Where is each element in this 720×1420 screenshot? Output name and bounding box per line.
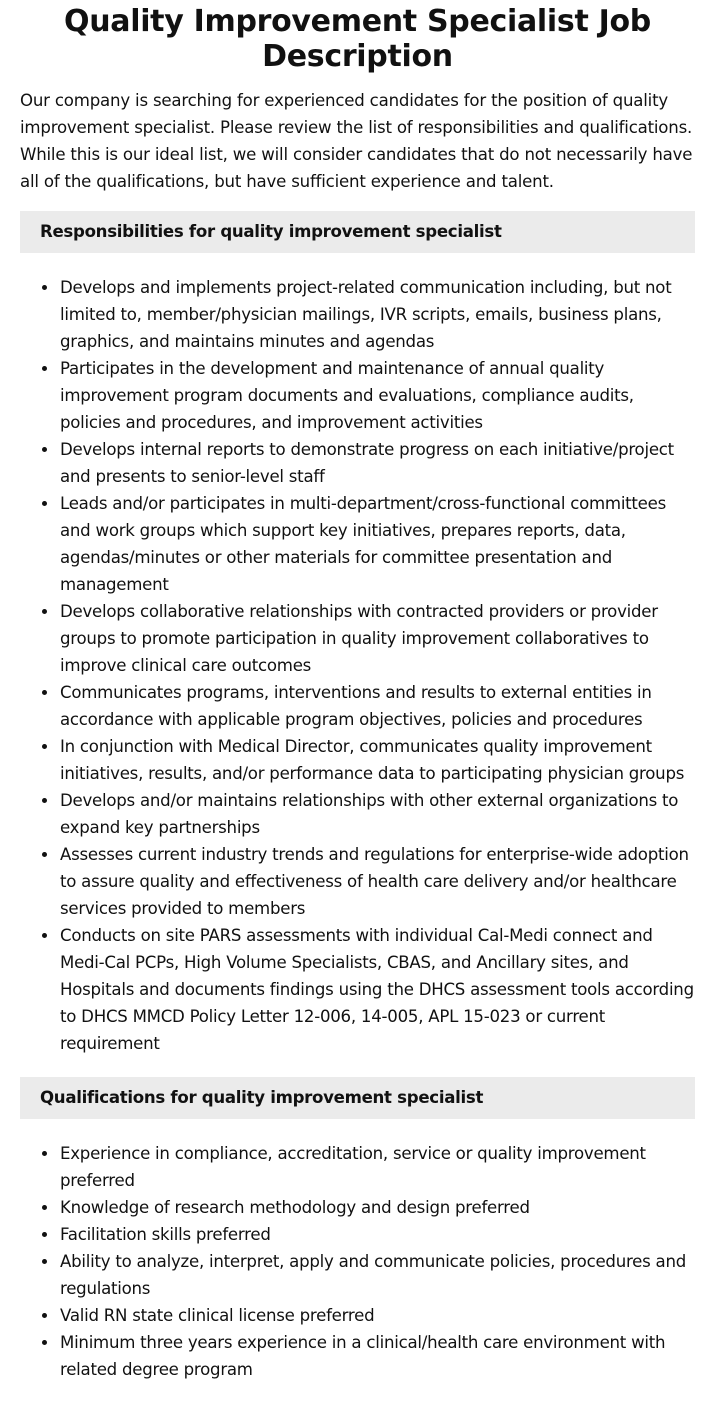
- list-item: Experience in compliance, accreditation, service or quality improvement preferred: [60, 1140, 695, 1194]
- list-item: Minimum three years experience in a clinical/health care environment with related degree program: [60, 1329, 695, 1383]
- list-item: Assesses current industry trends and regulations for enterprise-wide adoption to assure quality and effectiveness of health care delivery and/or healthcare services provided to members: [60, 841, 695, 922]
- list-item: Conducts on site PARS assessments with individual Cal-Medi connect and Medi-Cal PCPs, High Volume Specialists, CBAS, and Ancillary sites, and Hospitals and documents findings using the DHCS assessment tools according to DHCS MMCD Policy Letter 12-006, 14-005, APL 15-023 or current requirement: [60, 922, 695, 1057]
- qualifications-list: [20, 1140, 695, 1383]
- responsibilities-heading: Responsibilities for quality improvement specialist: [20, 211, 695, 253]
- list-item: Develops and/or maintains relationships with other external organizations to expand key partnerships: [60, 787, 695, 841]
- list-item: Develops collaborative relationships with contracted providers or provider groups to promote participation in quality improvement collaboratives to improve clinical care outcomes: [60, 598, 695, 679]
- list-item: Facilitation skills preferred: [60, 1221, 695, 1248]
- list-item: Develops and implements project-related communication including, but not limited to, member/physician mailings, IVR scripts, emails, business plans, graphics, and maintains minutes and agendas: [60, 274, 695, 355]
- page-title: Quality Improvement Specialist Job Description: [64, 4, 651, 74]
- list-item: Valid RN state clinical license preferred: [60, 1302, 695, 1329]
- list-item: Communicates programs, interventions and results to external entities in accordance with applicable program objectives, policies and procedures: [60, 679, 695, 733]
- list-item: Participates in the development and maintenance of annual quality improvement program documents and evaluations, compliance audits, policies and procedures, and improvement activities: [60, 355, 695, 436]
- intro-paragraph: Our company is searching for experienced candidates for the position of quality improvement specialist. Please review the list of responsibilities and qualifications. While this is our ideal list, we will consider candidates that do not necessarily have all of the qualifications, but have sufficient experience and talent.: [20, 91, 693, 191]
- list-item: In conjunction with Medical Director, communicates quality improvement initiatives, results, and/or performance data to participating physician groups: [60, 733, 695, 787]
- list-item: Develops internal reports to demonstrate progress on each initiative/project and presents to senior-level staff: [60, 436, 695, 490]
- qualifications-heading: Qualifications for quality improvement specialist: [20, 1077, 695, 1119]
- list-item: Leads and/or participates in multi-department/cross-functional committees and work groups which support key initiatives, prepares reports, data, agendas/minutes or other materials for committee presentation and management: [60, 490, 695, 598]
- responsibilities-list: [20, 274, 695, 1057]
- list-item: Knowledge of research methodology and design preferred: [60, 1194, 695, 1221]
- list-item: Ability to analyze, interpret, apply and communicate policies, procedures and regulations: [60, 1248, 695, 1302]
- job-description-page: [0, 4, 720, 1383]
